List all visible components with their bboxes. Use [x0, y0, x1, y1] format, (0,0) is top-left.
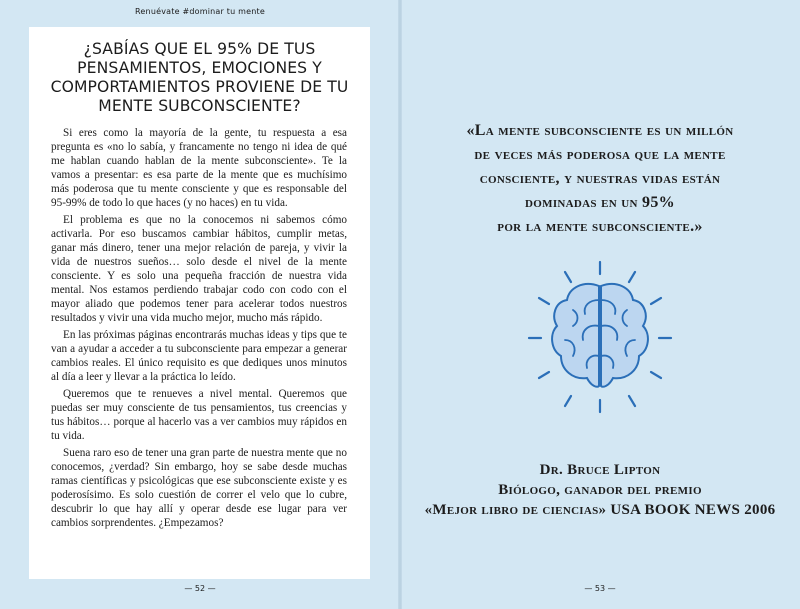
- paragraph: En las próximas páginas encontrarás muchas ideas y tips que te van a ayudar a acceder a tu subconsciente para empezar a generar cambios reales. El único requisito es que dediques unos minutos al día a leer y llevar a la práctica lo leído.: [51, 329, 347, 383]
- title-line: COMPORTAMIENTOS PROVIENE DE TU: [50, 78, 349, 96]
- quote-line: dominadas en un 95%: [525, 194, 675, 211]
- attribution-award: «Mejor libro de ciencias» USA BOOK NEWS 2006: [424, 502, 776, 518]
- page-number-left: — 52 —: [184, 584, 216, 593]
- title-line: ¿SABÍAS QUE EL 95% DE TUS: [83, 40, 316, 58]
- attribution-role: Biólogo, ganador del premio: [498, 482, 702, 498]
- title-line: PENSAMIENTOS, EMOCIONES Y: [77, 59, 322, 77]
- quote-line: de veces más poderosa que la mente: [474, 146, 726, 163]
- quote-line: consciente, y nuestras vidas están: [479, 170, 721, 187]
- page-title: [29, 40, 370, 116]
- paragraph: Queremos que te renueves a nivel mental. Queremos que puedas ser muy consciente de tus pensamientos, tus creencias y tus hábitos… porque al hacerlo vas a ver cambios muy rápidos en tu vida.: [51, 388, 347, 442]
- page-number-right: — 53 —: [584, 584, 616, 593]
- quote-attribution: [420, 460, 780, 520]
- paragraph: El problema es que no la conocemos ni sabemos cómo activarla. Por eso buscamos cambiar hábitos, cumplir metas, ganar más dinero, tener una mejor relación de pareja, y vivir la vida de nuestros sueños… solo desde el nivel de la mente consciente. Y es solo una pequeña fracción de nuestra vida mental. Nos estamos perdiendo trabajar codo con codo con el mayor aliado que podemos tener para acelerar todos nuestros resultados y vivir una vida mucho mejor, mucho más rápido.: [51, 214, 347, 324]
- paragraph: Suena raro eso de tener una gran parte de nuestra mente que no conocemos, ¿verdad? Sin embargo, hoy se sabe desde muchas ramas científicas y psicológicas que ese subconsciente existe y es poderosísimo. Es solo cuestión de correr el velo que lo cubre, descubrir lo que hay allí y operar desde ese lugar para ver cambios sorprendentes. ¿Empezamos?: [51, 447, 347, 529]
- running-head: Renuévate #dominar tu mente: [135, 7, 265, 16]
- attribution-name: Dr. Bruce Lipton: [539, 462, 661, 478]
- quote-line: por la mente subconsciente.»: [497, 218, 703, 235]
- brain-icon: [525, 260, 675, 420]
- quote-line: «La mente subconsciente es un millón: [466, 122, 734, 139]
- book-gutter: [398, 0, 402, 609]
- body-text: [51, 126, 347, 533]
- title-line: MENTE SUBCONSCIENTE?: [98, 97, 301, 115]
- quote: [420, 119, 780, 239]
- paragraph: Si eres como la mayoría de la gente, tu respuesta a esa pregunta es «no lo sabía, y francamente no tengo ni idea de qué me hablan cuando hablan de la mente subconsciente». Te la vamos a presentar: es esa parte de la mente que es muchísimo más poderosa que tu mente consciente y que es responsable del 95-99% de todo lo que haces (y no haces) en tu vida.: [51, 127, 347, 209]
